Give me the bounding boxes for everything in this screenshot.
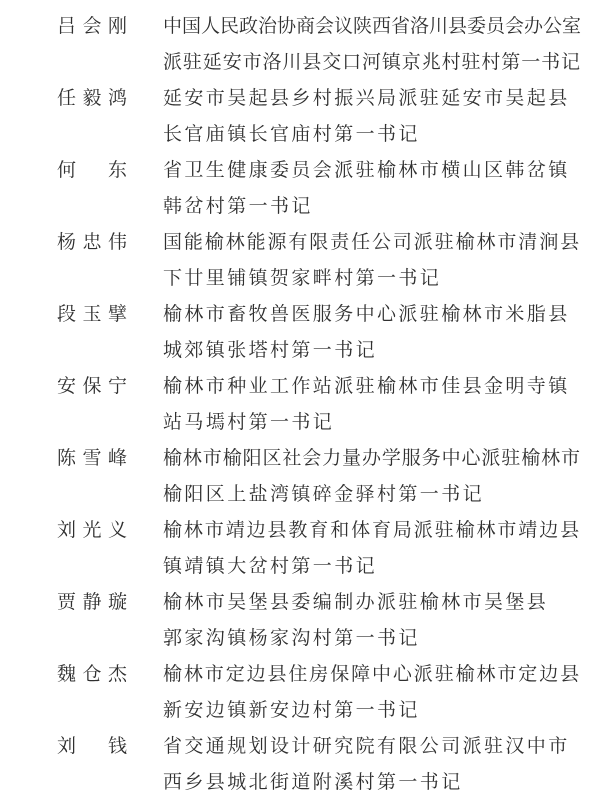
- roster-entry: [0, 513, 600, 585]
- assignment-line-2: 下廿里铺镇贺家畔村第一书记: [163, 268, 442, 289]
- person-name: [57, 585, 127, 621]
- assignment-line-2: 韩岔村第一书记: [163, 196, 313, 217]
- assignment-line-2: 新安边镇新安边村第一书记: [163, 700, 420, 721]
- name-character: 钱: [107, 736, 127, 757]
- name-character: 魏: [57, 664, 77, 685]
- name-character: 忠: [82, 232, 102, 253]
- assignment-line-2: 榆阳区上盐湾镇碎金驿村第一书记: [163, 484, 485, 505]
- assignment-description: [163, 441, 583, 513]
- roster-entry: [0, 81, 600, 153]
- assignment-description: [163, 729, 583, 801]
- name-character: 安: [57, 376, 77, 397]
- assignment-description: [163, 9, 583, 81]
- name-character: 任: [57, 88, 77, 109]
- assignment-line-2: 长官庙镇长官庙村第一书记: [163, 124, 420, 145]
- name-character: 雪: [82, 448, 102, 469]
- name-character: 刚: [107, 16, 127, 37]
- assignment-line-2: 镇靖镇大岔村第一书记: [163, 556, 378, 577]
- name-character: 义: [107, 520, 127, 541]
- person-name: [57, 153, 127, 189]
- person-name: [57, 9, 127, 45]
- name-character: 毅: [82, 88, 102, 109]
- name-character: 何: [57, 160, 77, 181]
- assignment-line-2: 站马墕村第一书记: [163, 412, 335, 433]
- assignment-description: [163, 369, 583, 441]
- name-character: 贾: [57, 592, 77, 613]
- name-character: 仓: [82, 664, 102, 685]
- name-character: 静: [82, 592, 102, 613]
- roster-entry: [0, 585, 600, 657]
- roster-entry: [0, 369, 600, 441]
- name-character: 峰: [107, 448, 127, 469]
- assignment-line-1: 榆林市种业工作站派驻榆林市佳县金明寺镇: [163, 376, 570, 397]
- assignment-line-1: 榆林市靖边县教育和体育局派驻榆林市靖边县: [163, 520, 582, 541]
- assignment-description: [163, 657, 583, 729]
- person-name: [57, 441, 127, 477]
- name-character: 擘: [107, 304, 127, 325]
- person-name: [57, 225, 127, 261]
- name-character: 光: [82, 520, 102, 541]
- roster-entry: [0, 657, 600, 729]
- assignment-line-1: 国能榆林能源有限责任公司派驻榆林市清涧县: [163, 232, 582, 253]
- roster-entry: [0, 225, 600, 297]
- name-character: 刘: [57, 736, 77, 757]
- assignment-line-1: 榆林市吴堡县委编制办派驻榆林市吴堡县: [163, 592, 549, 613]
- assignment-line-1: 榆林市定边县住房保障中心派驻榆林市定边县: [163, 664, 582, 685]
- person-name: [57, 81, 127, 117]
- person-name: [57, 369, 127, 405]
- person-name: [57, 657, 127, 693]
- name-character: 杰: [107, 664, 127, 685]
- assignment-description: [163, 297, 583, 369]
- name-character: 吕: [57, 16, 77, 37]
- name-character: 伟: [107, 232, 127, 253]
- assignment-line-1: 榆林市榆阳区社会力量办学服务中心派驻榆林市: [163, 448, 581, 469]
- name-character: 璇: [107, 592, 127, 613]
- assignment-line-2: 西乡县城北街道附溪村第一书记: [163, 772, 463, 793]
- secretary-roster-list: [0, 9, 600, 801]
- assignment-line-2: 城郊镇张塔村第一书记: [163, 340, 378, 361]
- roster-entry: [0, 153, 600, 225]
- name-character: 鸿: [107, 88, 127, 109]
- person-name: [57, 729, 127, 765]
- assignment-line-1: 省交通规划设计研究院有限公司派驻汉中市: [163, 736, 570, 757]
- assignment-line-1: 中国人民政治协商会议陕西省洛川县委员会办公室: [163, 16, 582, 37]
- name-character: 刘: [57, 520, 77, 541]
- assignment-line-1: 省卫生健康委员会派驻榆林市横山区韩岔镇: [163, 160, 570, 181]
- roster-entry: [0, 441, 600, 513]
- assignment-line-2: 郭家沟镇杨家沟村第一书记: [163, 628, 420, 649]
- assignment-line-1: 榆林市畜牧兽医服务中心派驻榆林市米脂县: [163, 304, 570, 325]
- name-character: 宁: [107, 376, 127, 397]
- assignment-description: [163, 81, 583, 153]
- roster-entry: [0, 729, 600, 801]
- assignment-description: [163, 153, 583, 225]
- assignment-line-1: 延安市吴起县乡村振兴局派驻延安市吴起县: [163, 88, 570, 109]
- assignment-description: [163, 513, 583, 585]
- name-character: 玉: [82, 304, 102, 325]
- name-character: 杨: [57, 232, 77, 253]
- assignment-description: [163, 585, 583, 657]
- name-character: 陈: [57, 448, 77, 469]
- roster-entry: [0, 9, 600, 81]
- name-character: 段: [57, 304, 77, 325]
- person-name: [57, 513, 127, 549]
- person-name: [57, 297, 127, 333]
- assignment-line-2: 派驻延安市洛川县交口河镇京兆村驻村第一书记: [163, 52, 581, 73]
- roster-entry: [0, 297, 600, 369]
- name-character: 保: [82, 376, 102, 397]
- assignment-description: [163, 225, 583, 297]
- name-character: 东: [107, 160, 127, 181]
- name-character: 会: [82, 16, 102, 37]
